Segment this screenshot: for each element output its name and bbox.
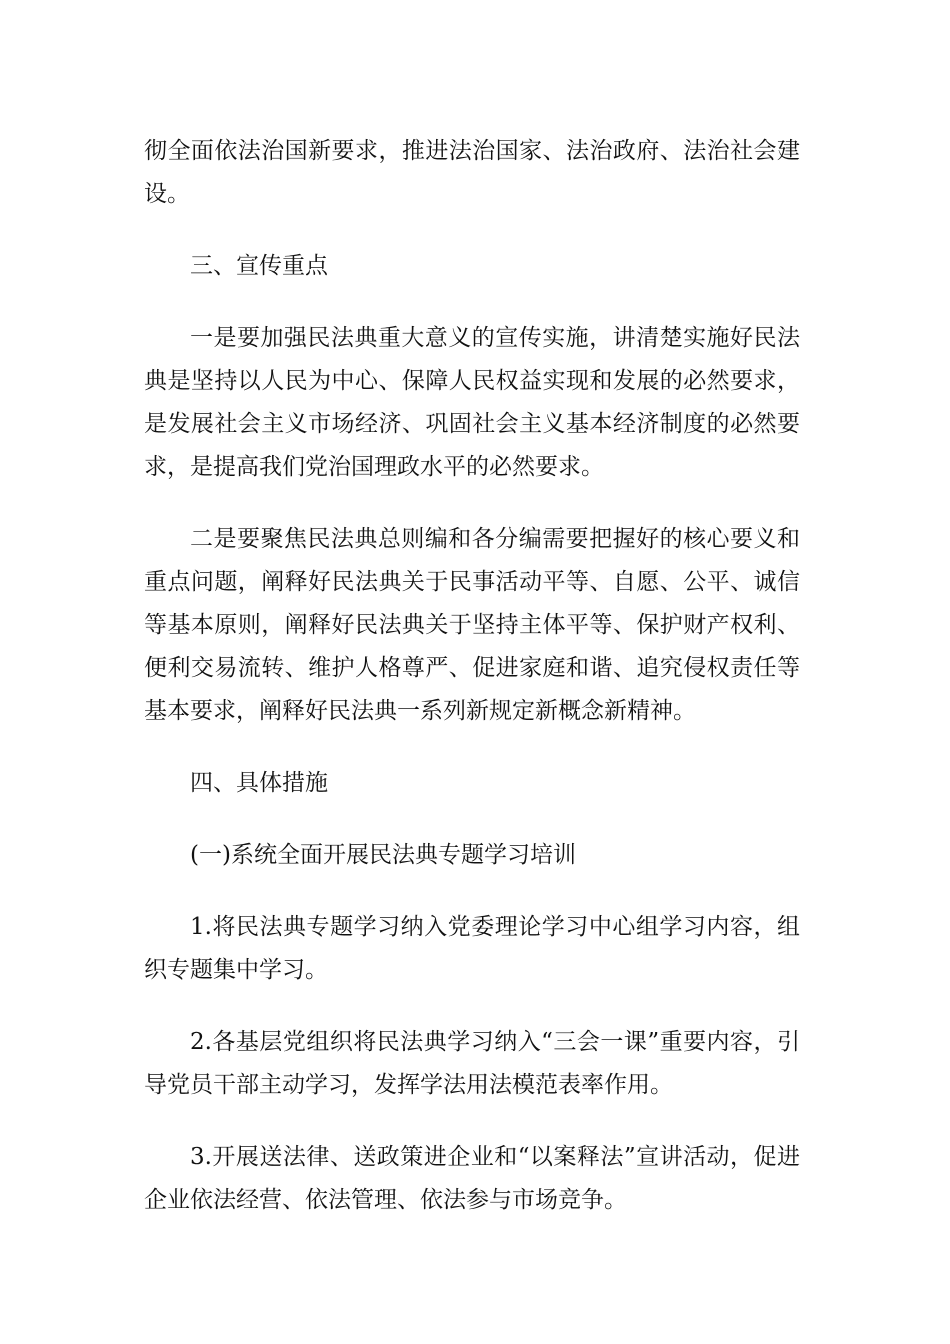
section-heading-publicity-focus: 三、宣传重点 [190, 253, 328, 279]
section-heading-specific-measures: 四、具体措施 [190, 770, 328, 796]
list-item-2: 2.各基层党组织将民法典学习纳入“三会一课”重要内容，引导党员干部主动学习，发挥学法用法模范表率作用。 [144, 1029, 800, 1098]
paragraph-focus-one: 一是要加强民法典重大意义的宣传实施，讲清楚实施好民法典是坚持以人民为中心、保障人民权益实现和发展的必然要求，是发展社会主义市场经济、巩固社会主义基本经济制度的必然要求，是提高我们党治国理政水平的必然要求。 [144, 325, 800, 480]
paragraph-focus-two: 二是要聚焦民法典总则编和各分编需要把握好的核心要义和重点问题，阐释好民法典关于民事活动平等、自愿、公平、诚信等基本原则，阐释好民法典关于坚持主体平等、保护财产权利、便利交易流转、维护人格尊严、促进家庭和谐、追究侵权责任等基本要求，阐释好民法典一系列新规定新概念新精神。 [144, 526, 800, 724]
paragraph-continued: 彻全面依法治国新要求，推进法治国家、法治政府、法治社会建设。 [144, 138, 800, 207]
document-page [144, 130, 800, 1222]
list-item-1: 1.将民法典专题学习纳入党委理论学习中心组学习内容，组织专题集中学习。 [144, 914, 800, 983]
subsection-heading-study-training: (一)系统全面开展民法典专题学习培训 [190, 842, 576, 868]
list-item-3: 3.开展送法律、送政策进企业和“以案释法”宣讲活动，促进企业依法经营、依法管理、依法参与市场竞争。 [144, 1144, 800, 1213]
